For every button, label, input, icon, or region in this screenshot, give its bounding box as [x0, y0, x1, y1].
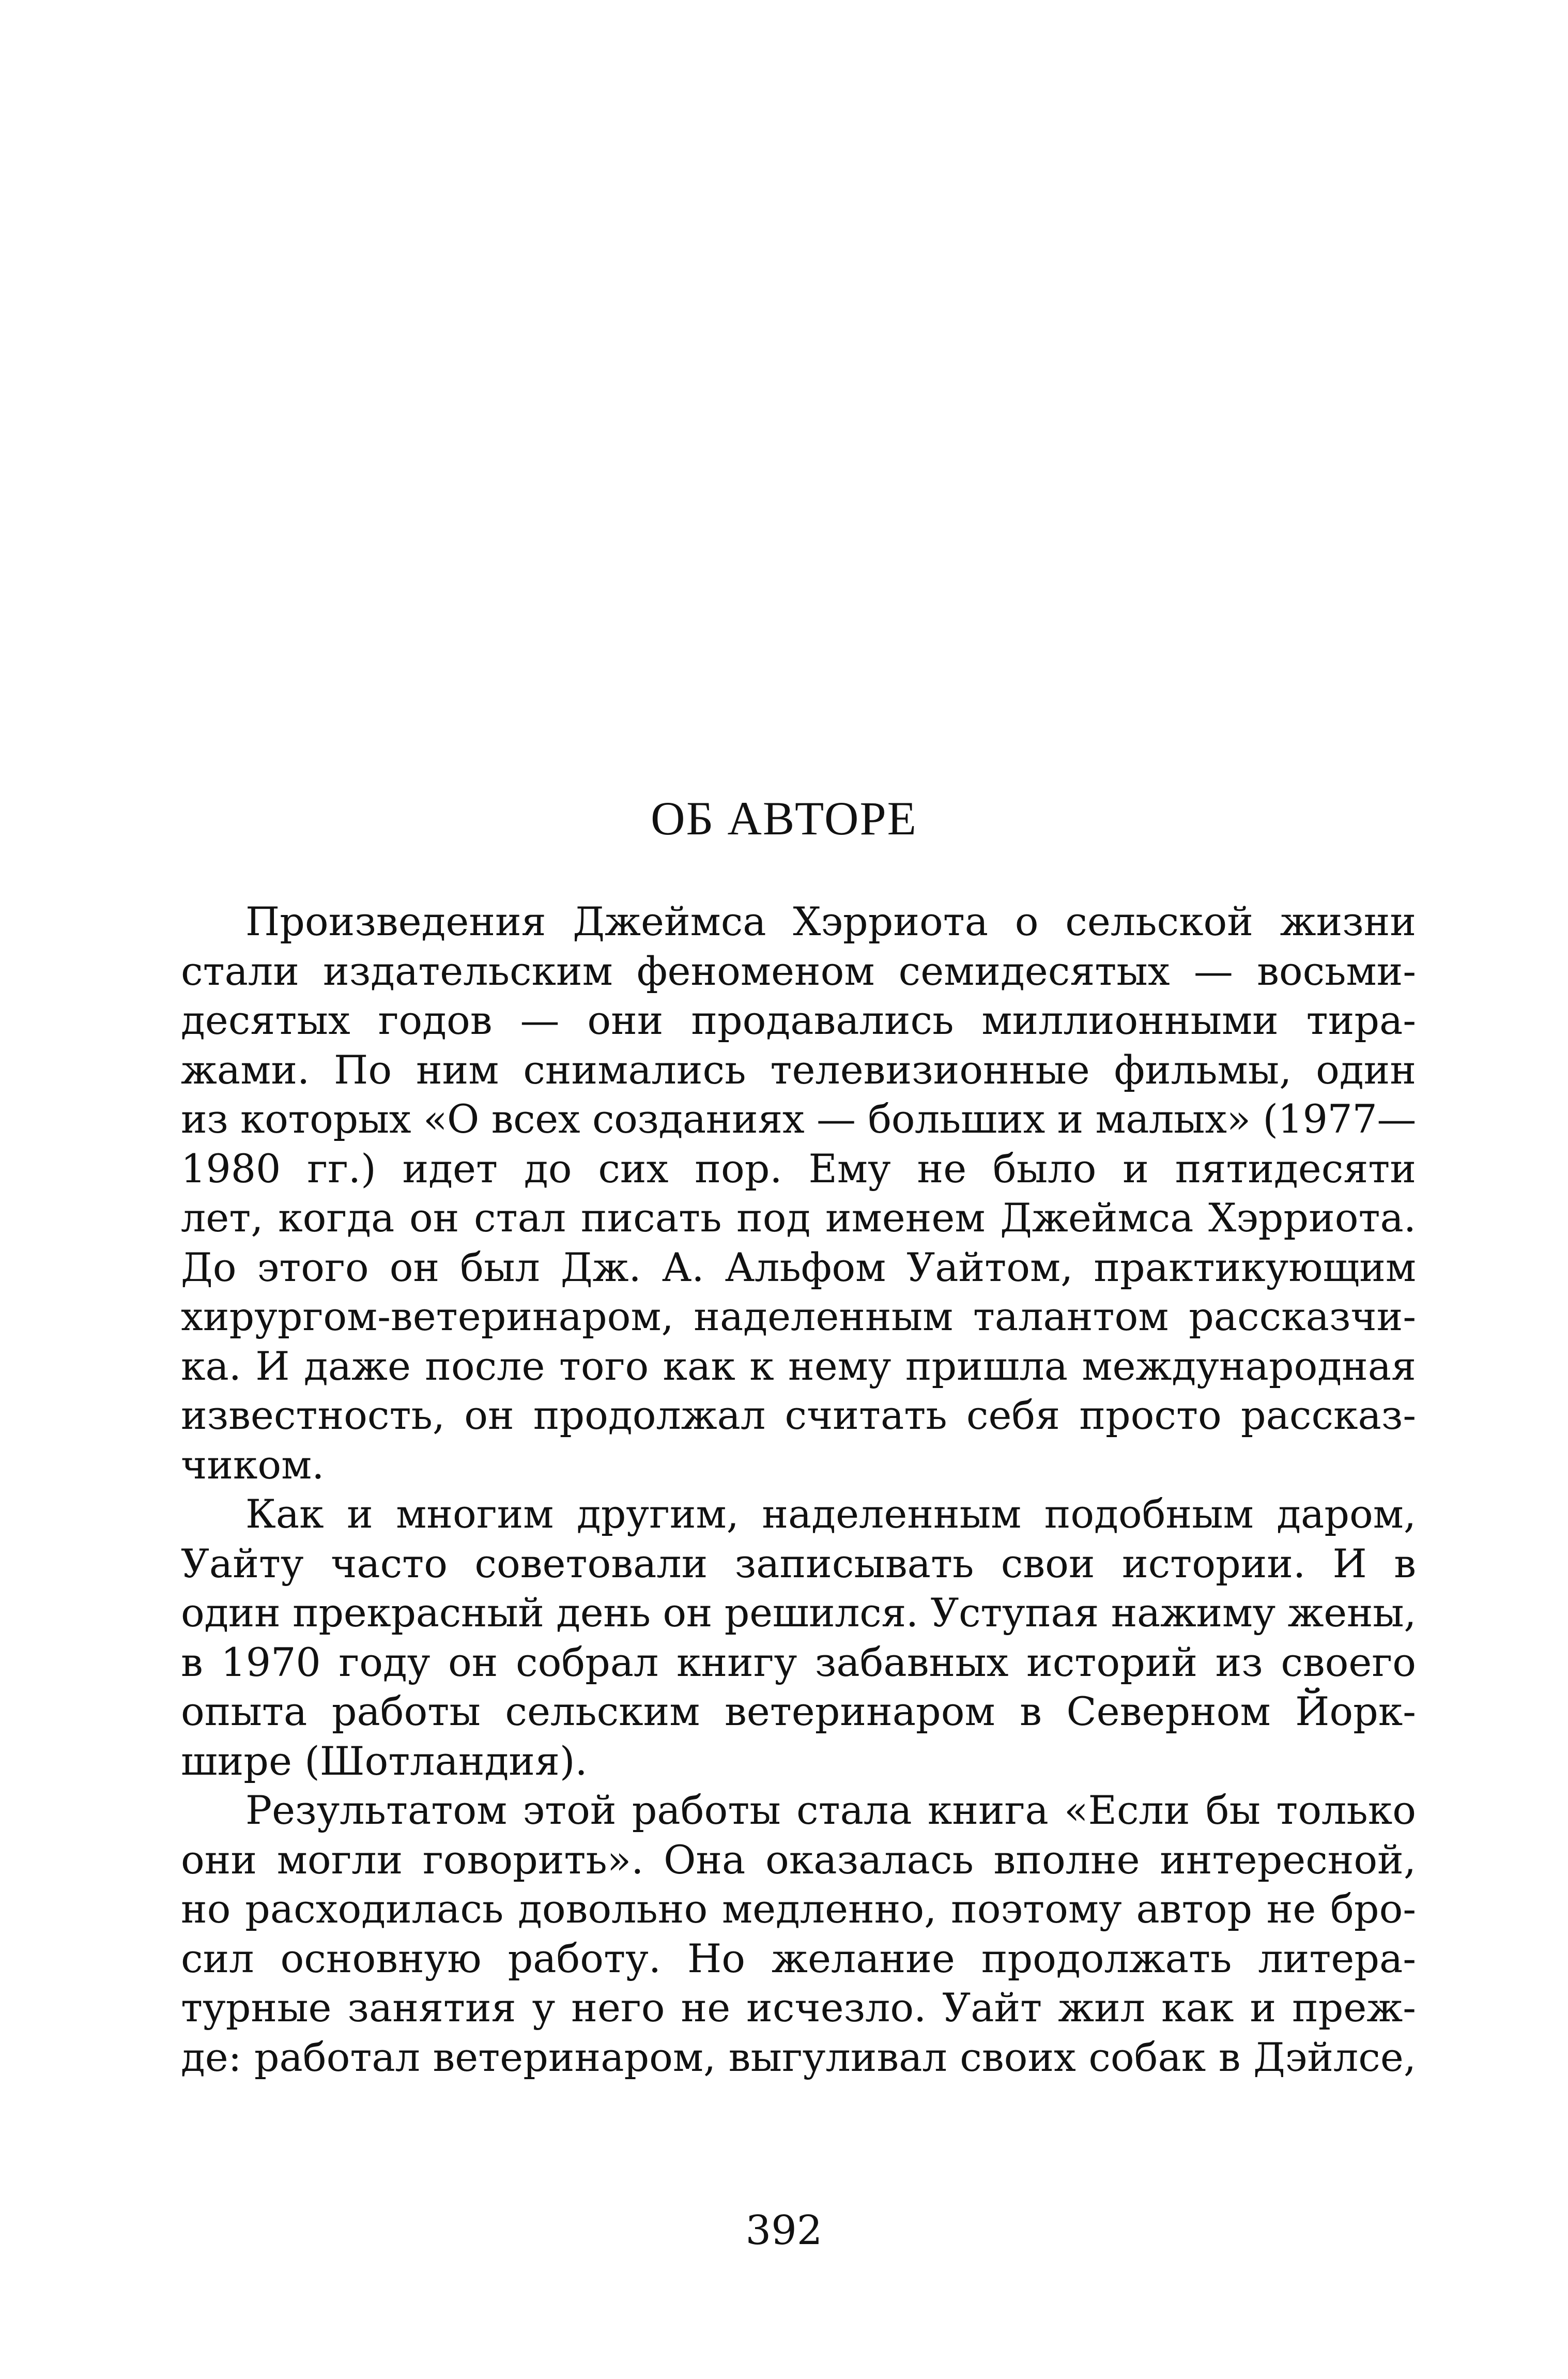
body-text [181, 897, 1416, 2082]
text-line: жами. По ним снимались телевизионные фильмы, один [181, 1046, 1416, 1093]
paragraph-3 [181, 1786, 1416, 2082]
text-line: Как и многим другим, наделенным подобным даром, [245, 1491, 1416, 1537]
text-line: ка. И даже после того как к нему пришла международная [181, 1343, 1416, 1389]
text-line: Уайту часто советовали записывать свои истории. И в [181, 1540, 1416, 1587]
text-line: шире (Шотландия). [181, 1737, 588, 1784]
text-line: один прекрасный день он решился. Уступая нажиму жены, [181, 1590, 1416, 1636]
page-number: 392 [745, 2207, 823, 2254]
paragraph-1 [181, 897, 1416, 1489]
text-line: турные занятия у него не исчезло. Уайт жил как и преж- [181, 1985, 1416, 2031]
text-line: известность, он продолжал считать себя просто рассказ- [181, 1392, 1416, 1438]
text-line: Произведения Джеймса Хэрриота о сельской жизни [245, 898, 1416, 944]
text-line: в 1970 году он собрал книгу забавных историй из своего [181, 1639, 1416, 1685]
text-line: опыта работы сельским ветеринаром в Северном Йорк- [181, 1688, 1416, 1734]
text-line: но расходилась довольно медленно, поэтому автор не бро- [181, 1886, 1416, 1932]
text-line: Результатом этой работы стала книга «Если бы только [245, 1787, 1416, 1833]
text-line: лет, когда он стал писать под именем Джеймса Хэрриота. [181, 1195, 1416, 1241]
text-line: стали издательским феноменом семидесятых — восьми- [181, 948, 1416, 994]
paragraph-2 [181, 1489, 1416, 1786]
text-line: десятых годов — они продавались миллионными тира- [181, 997, 1416, 1043]
text-line: сил основную работу. Но желание продолжать литера- [181, 1935, 1416, 1981]
text-line: де: работал ветеринаром, выгуливал своих собак в Дэйлсе, [181, 2034, 1416, 2080]
text-line: До этого он был Дж. А. Альфом Уайтом, практикующим [181, 1244, 1416, 1290]
text-line: из которых «О всех созданиях — больших и малых» (1977— [181, 1096, 1416, 1142]
text-line: 1980 гг.) идет до сих пор. Ему не было и пятидесяти [181, 1145, 1416, 1192]
text-line: они могли говорить». Она оказалась вполне интересной, [181, 1836, 1416, 1883]
chapter-heading: ОБ АВТОРЕ [651, 792, 917, 845]
text-line: хирургом-ветеринаром, наделенным талантом рассказчи- [181, 1293, 1416, 1339]
text-line: чиком. [181, 1441, 325, 1488]
